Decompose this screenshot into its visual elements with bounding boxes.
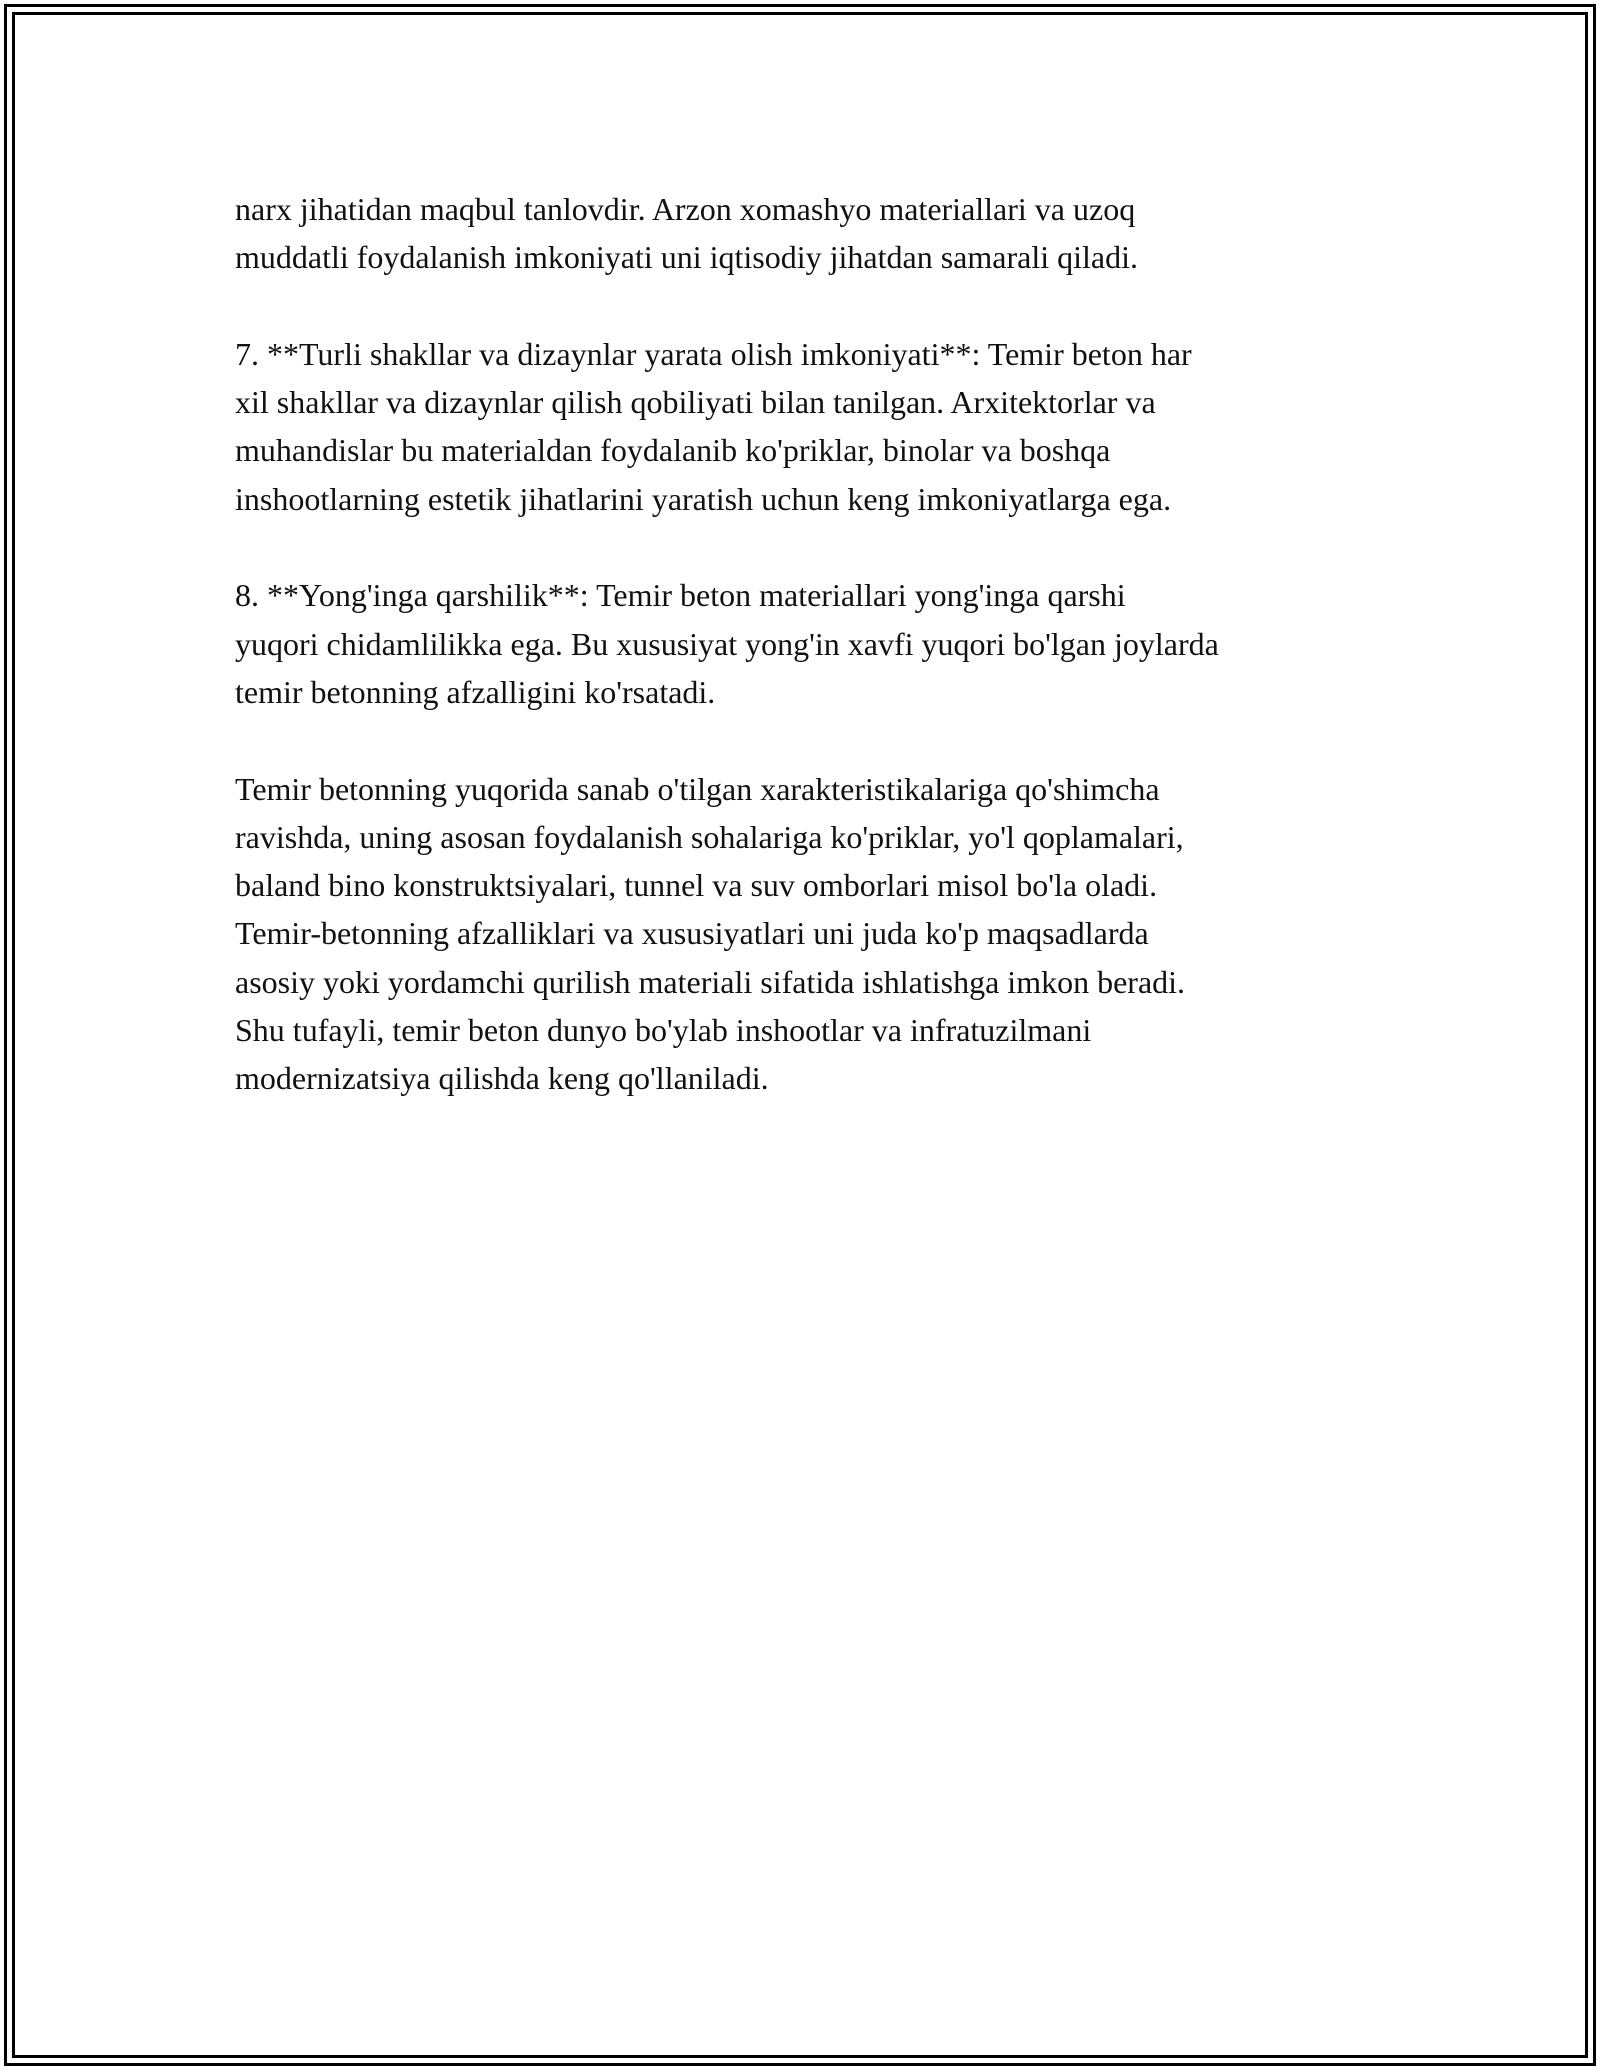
- text-line: narx jihatidan maqbul tanlovdir. Arzon xomashyo materiallari va uzoq: [235, 191, 1136, 227]
- text-line: Temir betonning yuqorida sanab o'tilgan xarakteristikalariga qo'shimcha: [235, 770, 1160, 807]
- paragraph-conclusion: [235, 765, 1385, 1103]
- document-body: [235, 185, 1385, 1151]
- paragraph-fire-resistance: [235, 571, 1385, 716]
- text-line: ravishda, uning asosan foydalanish sohalariga ko'priklar, yo'l qoplamalari,: [235, 818, 1184, 855]
- text-line: asosiy yoki yordamchi qurilish materiali sifatida ishlatishga imkon beradi.: [235, 963, 1186, 1000]
- text-line: yuqori chidamlilikka ega. Bu xususiyat yong'in xavfi yuqori bo'lgan joylarda: [235, 625, 1219, 662]
- text-line: 8. **Yong'inga qarshilik**: Temir beton materiallari yong'inga qarshi: [235, 577, 1126, 614]
- text-line: muhandislar bu materialdan foydalanib ko'priklar, binolar va boshqa: [235, 432, 1111, 469]
- text-line: baland bino konstruktsiyalari, tunnel va suv omborlari misol bo'la oladi.: [235, 867, 1158, 904]
- text-line: modernizatsiya qilishda keng qo'llaniladi.: [235, 1060, 769, 1097]
- text-line: inshootlarning estetik jihatlarini yaratish uchun keng imkoniyatlarga ega.: [235, 480, 1172, 517]
- text-line: 7. **Turli shakllar va dizaynlar yarata olish imkoniyati**: Temir beton har: [235, 335, 1192, 372]
- text-line: muddatli foydalanish imkoniyati uni iqtisodiy jihatdan samarali qiladi.: [235, 239, 1138, 276]
- text-line: xil shakllar va dizaynlar qilish qobiliyati bilan tanilgan. Arxitektorlar va: [235, 384, 1156, 421]
- text-line: temir betonning afzalligini ko'rsatadi.: [235, 673, 716, 710]
- text-line: Shu tufayli, temir beton dunyo bo'ylab inshootlar va infratuzilmani: [235, 1012, 1092, 1049]
- paragraph-shapes-designs: [235, 330, 1385, 523]
- paragraph-cost: [235, 185, 1385, 282]
- text-line: Temir-betonning afzalliklari va xususiyatlari uni juda ko'p maqsadlarda: [235, 915, 1149, 952]
